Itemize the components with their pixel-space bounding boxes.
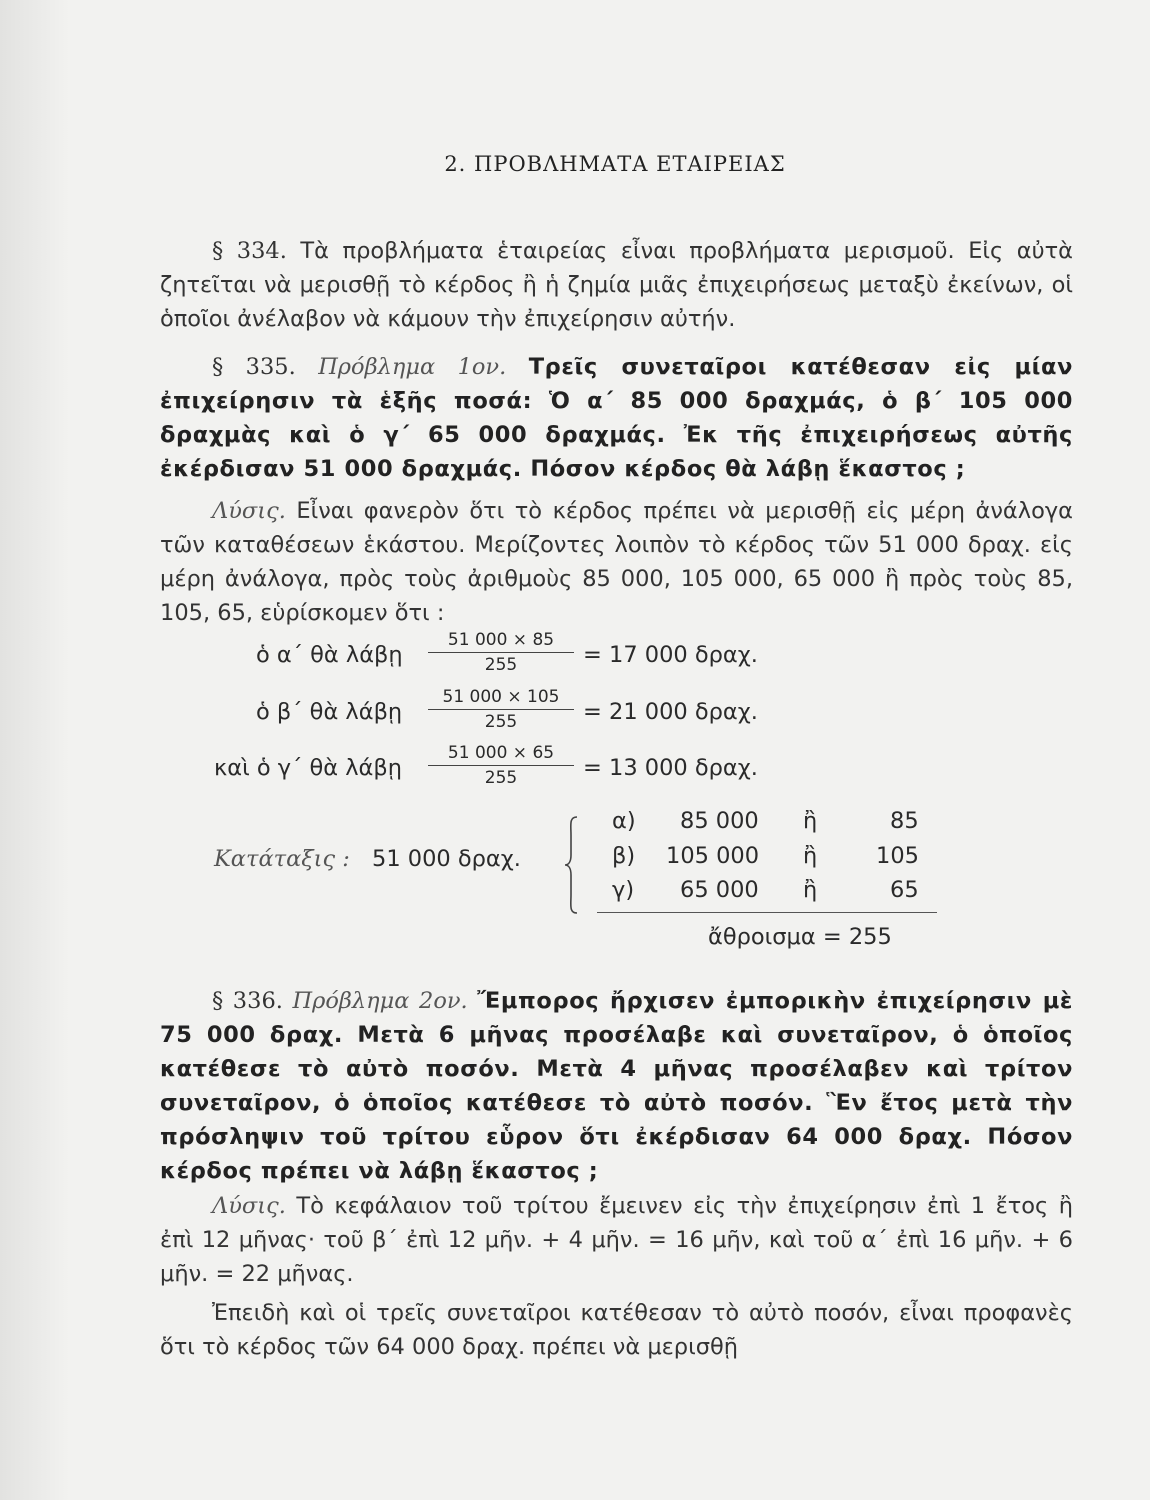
solution-336 <box>160 1189 1073 1291</box>
sum-total: ἄθροισμα = 255 <box>708 924 892 950</box>
paragraph-335 <box>160 350 1073 486</box>
solution-1-text: Εἶναι φανερὸν ὅτι τὸ κέρδος πρέπει νὰ μερισθῇ εἰς μέρη ἀνάλογα τῶν καταθέσεων ἑκάστου. Μερίζοντες λοιπὸν τὸ κέρδος τῶν 51 000 δραχ. εἰς μέρη ἀνάλογα, πρὸς τοὺς ἀριθμοὺς 85 000, 105 000, 65 000 ἢ πρὸς τοὺς 85, 105, 65, εὑρίσκομεν ὅτι : <box>160 498 1073 626</box>
solution-label-1: Λύσις. <box>212 498 286 524</box>
solution-335 <box>160 494 1073 630</box>
share-c-fraction <box>428 743 574 788</box>
share-c-numerator: 51 000 × 65 <box>447 743 555 763</box>
share-c-result: = 13 000 δραχ. <box>583 755 758 781</box>
distribution-key: γ) <box>612 877 635 903</box>
problem-1-statement: Τρεῖς συνεταῖροι κατέθεσαν εἰς μίαν ἐπιχείρησιν τὰ ἑξῆς ποσά: Ὁ α΄ 85 000 δραχμάς, ὁ β΄ 105 000 δραχμὰς καὶ ὁ γ΄ 65 000 δραχμάς. Ἐκ τῆς ἐπιχειρήσεως αὐτῆς ἐκέρδισαν 51 000 δραχμάς. Πόσον κέρδος θὰ λάβῃ ἕκαστος ; <box>160 354 1073 482</box>
distribution-amount-b: 105 000 <box>666 843 760 869</box>
distribution-ratio-c: 65 <box>890 877 919 903</box>
paragraph-334 <box>160 234 1073 336</box>
curly-brace-icon <box>563 815 579 915</box>
share-a-label: ὁ α΄ θὰ λάβῃ <box>256 642 403 668</box>
section-number-336: § 336. <box>212 988 283 1014</box>
share-a-numerator: 51 000 × 85 <box>447 630 555 650</box>
distribution-key: α) <box>612 808 636 834</box>
problem-label-2: Πρόβλημα 2ον. <box>292 988 468 1014</box>
share-a-fraction <box>428 630 574 675</box>
distribution-or-b: ἢ <box>803 843 818 869</box>
distribution-row-a <box>612 808 636 834</box>
share-c-denominator: 255 <box>484 768 518 788</box>
section-number-335: § 335. <box>212 354 296 380</box>
distribution-amount-a: 85 000 <box>680 808 759 834</box>
sum-rule <box>597 912 937 913</box>
solution-2-text: Τὸ κεφάλαιον τοῦ τρίτου ἔμεινεν εἰς τὴν ἐπιχείρησιν ἐπὶ 1 ἔτος ἢ ἐπὶ 12 μῆνας· τοῦ β΄ ἐπὶ 12 μῆν. + 4 μῆν. = 16 μῆν, καὶ τοῦ α΄ ἐπὶ 16 μῆν. + 6 μῆν. = 22 μῆνας. <box>160 1193 1073 1287</box>
share-b-denominator: 255 <box>484 712 518 732</box>
page-edge-shadow <box>0 0 70 1500</box>
continuation-paragraph <box>160 1296 1073 1364</box>
paragraph-336 <box>160 984 1073 1188</box>
layout-label: Κατάταξις : <box>214 846 350 872</box>
distribution-or-c: ἢ <box>803 877 818 903</box>
problem-2-statement: Ἔμπορος ἤρχισεν ἐμπορικὴν ἐπιχείρησιν μὲ 75 000 δραχ. Μετὰ 6 μῆνας προσέλαβε καὶ συνεταῖρον, ὁ ὁποῖος κατέθεσε τὸ αὐτὸ ποσόν. Μετὰ 4 μῆνας προσέλαβεν καὶ τρίτον συνεταῖρον, ὁ ὁποῖος κατέθεσε τὸ αὐτὸ ποσόν. Ἓν ἔτος μετὰ τὴν πρόσληψιν τοῦ τρίτου εὗρον ὅτι ἐκέρδισαν 64 000 δραχ. Πόσον κέρδος πρέπει νὰ λάβῃ ἕκαστος ; <box>160 988 1073 1184</box>
section-number-334: § 334. <box>212 238 287 264</box>
share-c-label: καὶ ὁ γ΄ θὰ λάβῃ <box>214 755 403 781</box>
section-heading: 2. ΠΡΟΒΛΗΜΑΤΑ ΕΤΑΙΡΕΙΑΣ <box>444 152 786 176</box>
share-a-result: = 17 000 δραχ. <box>583 642 758 668</box>
layout-total: 51 000 δραχ. <box>372 846 521 872</box>
distribution-or-a: ἢ <box>803 808 818 834</box>
distribution-ratio-a: 85 <box>890 808 919 834</box>
distribution-amount-c: 65 000 <box>680 877 759 903</box>
distribution-key: β) <box>612 843 636 869</box>
distribution-row-c <box>612 877 634 903</box>
distribution-row-b <box>612 843 635 869</box>
share-b-numerator: 51 000 × 105 <box>442 687 560 707</box>
share-b-result: = 21 000 δραχ. <box>583 699 758 725</box>
share-b-label: ὁ β΄ θὰ λάβῃ <box>256 699 403 725</box>
continuation-text: Ἐπειδὴ καὶ οἱ τρεῖς συνεταῖροι κατέθεσαν τὸ αὐτὸ ποσόν, εἶναι προφανὲς ὅτι τὸ κέρδος τῶν 64 000 δραχ. πρέπει νὰ μερισθῇ <box>160 1300 1073 1360</box>
share-a-denominator: 255 <box>484 655 518 675</box>
paragraph-334-text: Τὰ προβλήματα ἑταιρείας εἶναι προβλήματα μερισμοῦ. Εἰς αὐτὰ ζητεῖται νὰ μερισθῇ τὸ κέρδος ἢ ἡ ζημία μιᾶς ἐπιχειρήσεως μεταξὺ ἐκείνων, οἱ ὁποῖοι ἀνέλαβον νὰ κάμουν τὴν ἐπιχείρησιν αὐτήν. <box>160 238 1074 332</box>
share-b-fraction <box>428 687 574 732</box>
solution-label-2: Λύσις. <box>212 1193 286 1219</box>
problem-label-1: Πρόβλημα 1ον. <box>318 354 507 380</box>
distribution-ratio-b: 105 <box>876 843 919 869</box>
